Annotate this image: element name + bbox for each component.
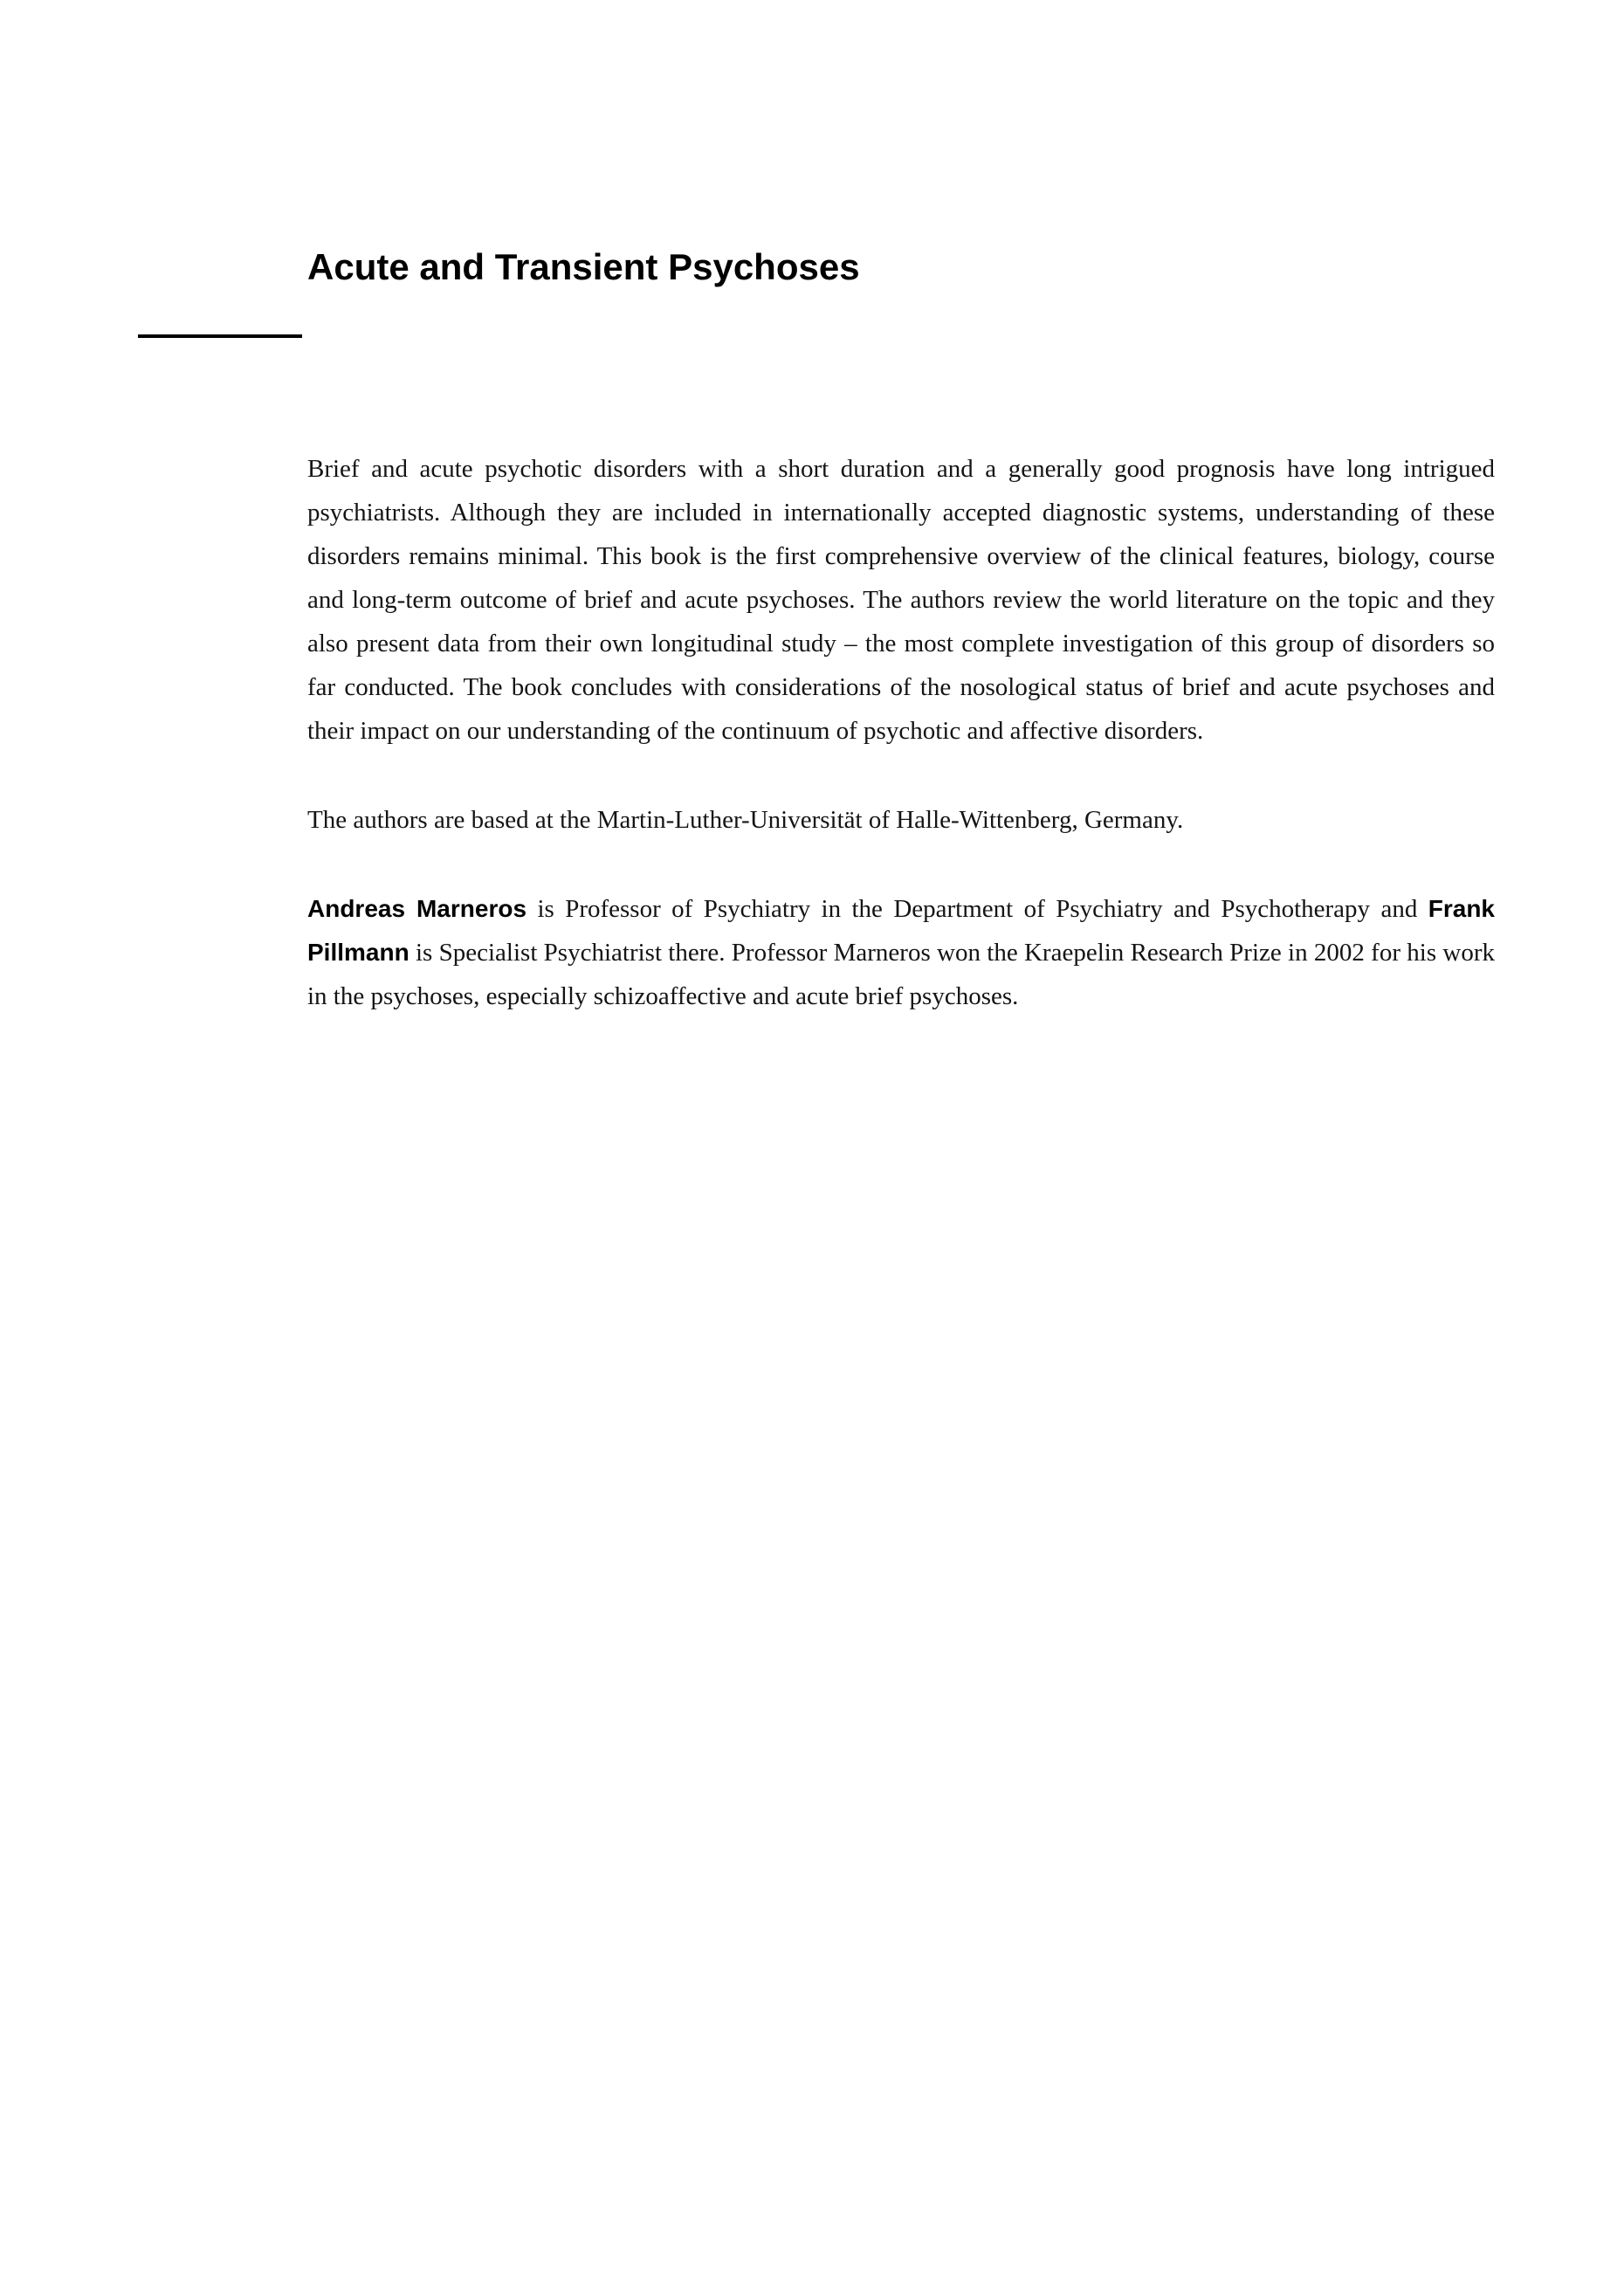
authors-paragraph xyxy=(307,887,1495,1018)
affiliation-paragraph: The authors are based at the Martin-Luther-Universität of Halle-Wittenberg, Germany. xyxy=(307,806,1184,834)
blurb-paragraph: Brief and acute psychotic disorders with a short duration and a generally good prognosis have long intrigued psychiatrists. Although they are included in internationally accepted diagnostic systems, understanding of these disorders remains minimal. This book is the first comprehensive overview of the clinical features, biology, course and long-term outcome of brief and acute psychoses. The authors review the world literature on the topic and they also present data from their own longitudinal study – the most complete investigation of this group of disorders so far conducted. The book concludes with considerations of the nosological status of brief and acute psychoses and their impact on our understanding of the continuum of psychotic and affective disorders. xyxy=(307,455,1495,745)
page-title: Acute and Transient Psychoses xyxy=(307,246,860,287)
authors-text-2: is Specialist Psychiatrist there. Professor Marneros won the Kraepelin Research Prize in 2002 for his work in the psychoses, especially schizoaffective and acute brief psychoses. xyxy=(307,939,1495,1010)
body-text-block xyxy=(307,447,1495,1018)
author-name-marneros: Andreas Marneros xyxy=(307,895,527,922)
authors-text-1: is Professor of Psychiatry in the Department of Psychiatry and Psychotherapy and xyxy=(526,895,1428,923)
title-rule xyxy=(138,334,302,338)
author-name-pillmann: Frank Pillmann xyxy=(307,895,1495,966)
